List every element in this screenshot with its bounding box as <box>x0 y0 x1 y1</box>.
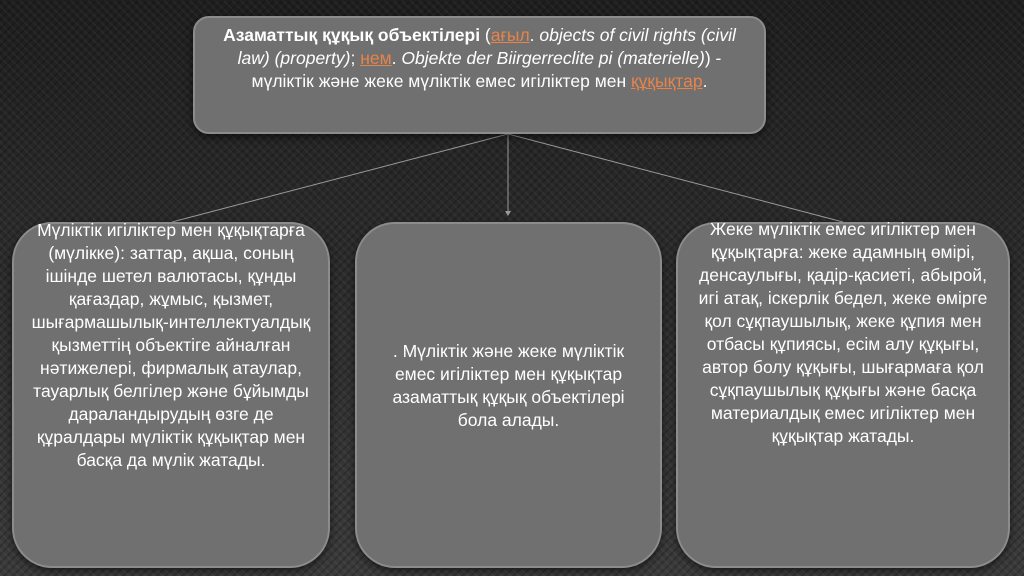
connector-right <box>508 134 843 222</box>
rights-link[interactable]: құқықтар <box>630 71 703 91</box>
summary-box <box>355 222 662 568</box>
top-box-title: Азаматтық құқық объектілері <box>223 25 481 45</box>
german-term: Objekte der Biirgerreclite pi (materielle) <box>401 48 705 68</box>
lang-en-link[interactable]: ағыл <box>490 25 530 45</box>
summary-text: . Мүліктік және жеке мүліктік емес игіліктер мен құқықтар азаматтық құқық объектілері бола алады. <box>392 341 625 430</box>
connector-middle-arrowhead <box>505 211 511 216</box>
non-property-rights-text: Жеке мүліктік емес игіліктер мен құқықтарға: жеке адамның өмірі, денсаулығы, қадір-қасиеті, абырой, игі атақ, іскерлік бедел, жеке өмірге қол сұқпаушылық, жеке құпия мен отбасы құпиясы, есім алу құқығы, автор болу құқығы, шығармаға қол сұқпаушылық құқығы және басқа материалдық емес игіліктер мен құқықтар жатады. <box>698 219 988 446</box>
property-rights-box <box>12 222 330 568</box>
top-box-civil-rights-objects: Азаматтық құқық объектілері (ағыл. objects of civil rights (civil law) (property); нем. Objekte der Biirgerreclite pi (materielle)) - мүліктік және жеке мүліктік емес игіліктер мен құқықтар. <box>193 16 766 134</box>
connector-left <box>172 134 508 222</box>
english-term: objects of civil rights (civil law) (property) <box>237 25 736 68</box>
lang-de-link[interactable]: нем <box>360 48 392 68</box>
property-rights-text: Мүліктік игіліктер мен құқықтарға (мүлікке): заттар, ақша, соның ішінде шетел валютасы, құнды қағаздар, жұмыс, қызмет, шығармашылық-интеллектуалдық қызметтің объектіге айналған нәтижелері, фирмалық атаулар, тауарлық белгілер және бұйымды дараландырудың өзге де құралдары мүліктік құқықтар мен басқа да мүлік жатады. <box>31 220 311 470</box>
top-box-definition: ) - мүліктік және жеке мүліктік емес игіліктер мен <box>251 48 722 91</box>
non-property-rights-box <box>676 219 1010 568</box>
